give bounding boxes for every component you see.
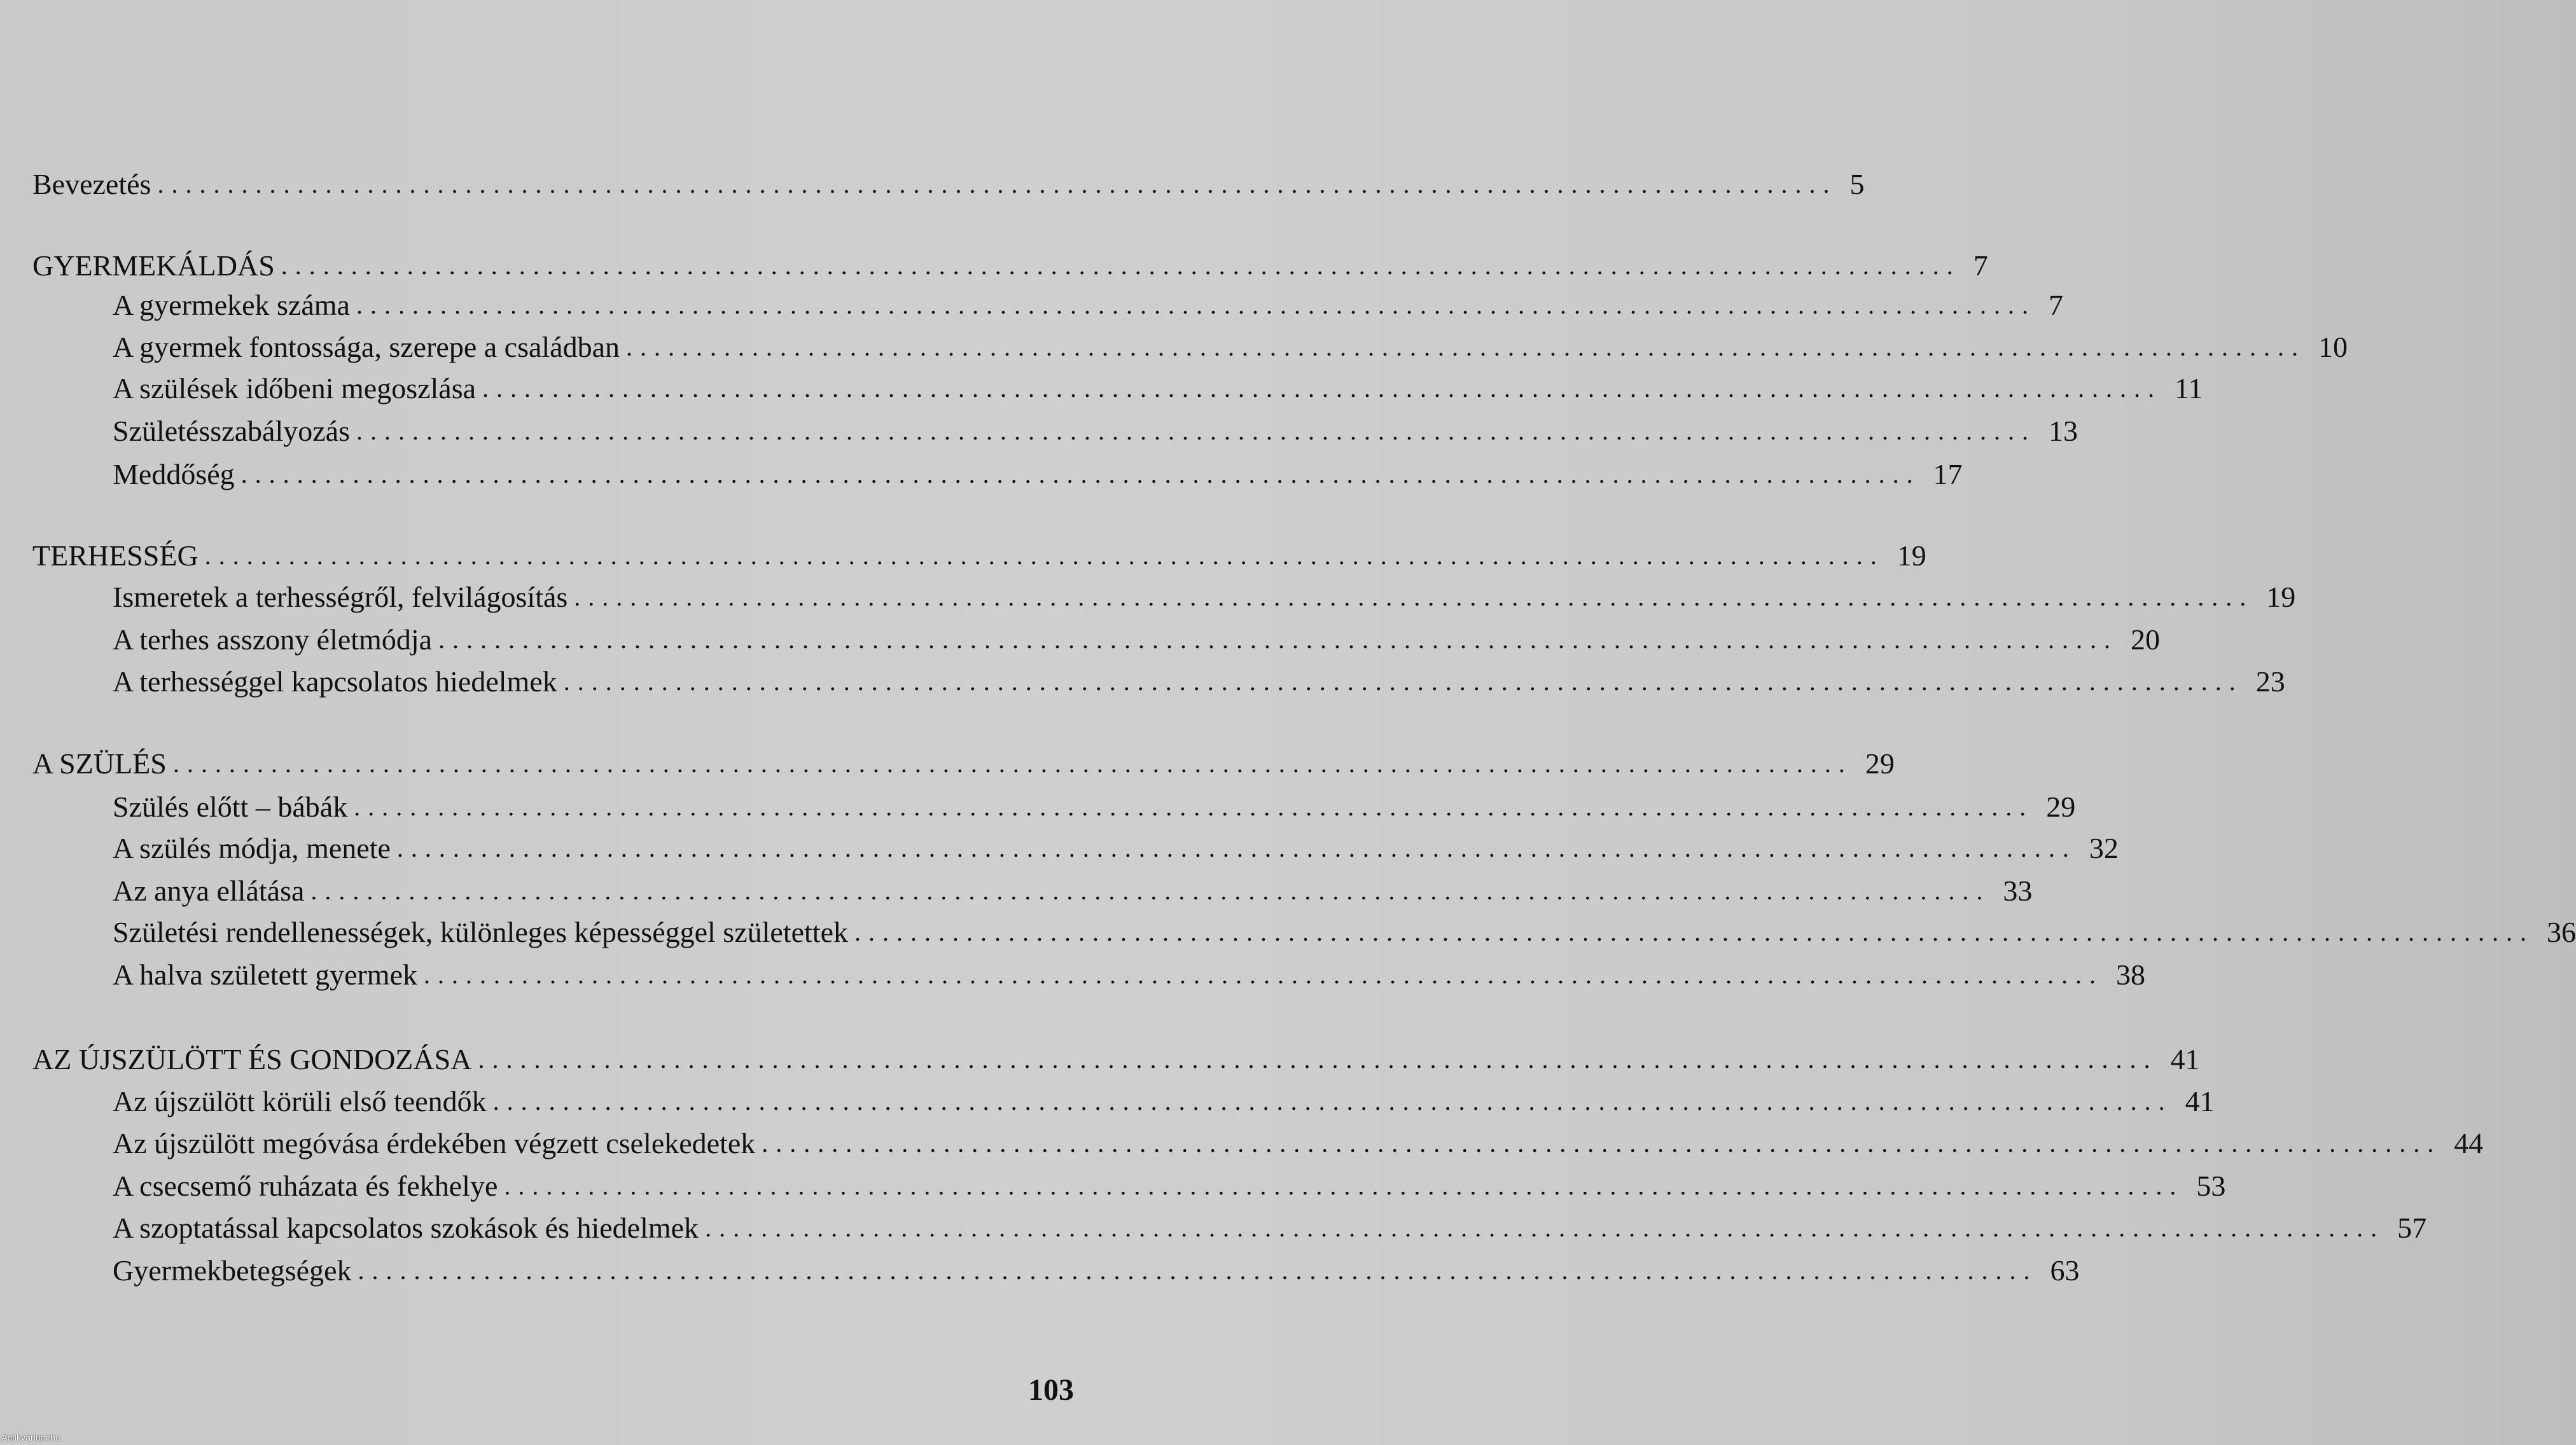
dot-leader: ........................................................................................................................ bbox=[492, 1087, 2173, 1116]
toc-page: 19 bbox=[2266, 581, 2296, 613]
toc-title: A terhes asszony életmódja bbox=[113, 623, 433, 656]
toc-page: 33 bbox=[2003, 875, 2033, 907]
dot-leader: ........................................................................................................................ bbox=[204, 541, 1884, 570]
dot-leader: ........................................................................................................................ bbox=[626, 333, 2306, 361]
watermark: Antikvárium.hu bbox=[1, 1432, 60, 1442]
toc-title: A szülések időbeni megoszlása bbox=[113, 372, 477, 404]
toc-title: Ismeretek a terhességről, felvilágosítás bbox=[113, 581, 568, 613]
toc-title: Bevezetés bbox=[32, 168, 151, 200]
dot-leader: ........................................................................................................................ bbox=[358, 1256, 2038, 1285]
toc-page: 29 bbox=[2046, 791, 2076, 823]
toc-page: 10 bbox=[2318, 331, 2348, 363]
toc-section bbox=[0, 537, 1926, 575]
toc-title: A halva született gyermek bbox=[113, 958, 418, 991]
toc-title: AZ ÚJSZÜLÖTT ÉS GONDOZÁSA bbox=[32, 1043, 472, 1075]
toc-page: 11 bbox=[2175, 372, 2203, 404]
toc-subentry bbox=[0, 1209, 2427, 1247]
toc-page: 32 bbox=[2089, 832, 2119, 864]
toc-page: 7 bbox=[2048, 289, 2063, 321]
dot-leader: ........................................................................................................................ bbox=[504, 1172, 2184, 1200]
toc-section bbox=[0, 247, 1988, 285]
toc-subentry bbox=[0, 1167, 2226, 1205]
toc-page: 41 bbox=[2170, 1043, 2200, 1075]
dot-leader: ........................................................................................................................ bbox=[438, 625, 2119, 654]
toc-title: Az újszülött körüli első teendők bbox=[113, 1085, 487, 1117]
toc-subentry bbox=[0, 872, 2033, 910]
toc-title: Az anya ellátása bbox=[113, 875, 305, 907]
toc-subentry bbox=[0, 455, 1963, 494]
toc-page: 20 bbox=[2131, 623, 2161, 656]
dot-leader: ........................................................................................................................ bbox=[396, 834, 2077, 862]
toc-page: 23 bbox=[2255, 665, 2285, 698]
dot-leader: ........................................................................................................................ bbox=[310, 876, 1991, 905]
toc-page: 53 bbox=[2196, 1170, 2226, 1202]
dot-leader: ........................................................................................................................ bbox=[354, 792, 2034, 821]
dot-leader: ........................................................................................................................ bbox=[424, 960, 2104, 989]
toc-title: A szoptatással kapcsolatos szokások és hiedelmek bbox=[113, 1212, 699, 1244]
toc-subentry bbox=[0, 412, 2078, 450]
toc-page: 63 bbox=[2050, 1254, 2080, 1287]
dot-leader: ........................................................................................................................ bbox=[854, 918, 2534, 946]
toc-page: 13 bbox=[2048, 415, 2078, 447]
dot-leader: ........................................................................................................................ bbox=[478, 1045, 2158, 1074]
toc-title: Születésszabályozás bbox=[113, 415, 350, 447]
toc-section bbox=[0, 1041, 2200, 1079]
toc-title: TERHESSÉG bbox=[32, 539, 198, 572]
toc-page: 57 bbox=[2397, 1212, 2427, 1244]
dot-leader: ........................................................................................................................ bbox=[482, 374, 2162, 403]
toc-title: A gyermek fontossága, szerepe a családban bbox=[113, 331, 620, 363]
toc-title: A szülés módja, menete bbox=[113, 832, 391, 864]
dot-leader: ........................................................................................................................ bbox=[705, 1213, 2385, 1242]
dot-leader: ........................................................................................................................ bbox=[574, 583, 2254, 611]
toc-subentry bbox=[0, 1124, 2484, 1163]
toc-subentry bbox=[0, 578, 2296, 616]
toc-subentry bbox=[0, 913, 2576, 951]
toc-subentry bbox=[0, 788, 2076, 826]
toc-page: 29 bbox=[1865, 747, 1895, 780]
toc-page: 5 bbox=[1849, 168, 1865, 200]
toc-title: A gyermekek száma bbox=[113, 289, 350, 321]
toc-section bbox=[0, 165, 1865, 204]
toc-page: 36 bbox=[2547, 916, 2576, 948]
toc-title: A SZÜLÉS bbox=[32, 747, 167, 780]
dot-leader: ........................................................................................................................ bbox=[356, 291, 2036, 319]
toc-title: Az újszülött megóvása érdekében végzett cselekedetek bbox=[113, 1127, 756, 1159]
dot-leader: ........................................................................................................................ bbox=[240, 460, 1921, 488]
dot-leader: ........................................................................................................................ bbox=[157, 170, 1837, 198]
toc-subentry bbox=[0, 956, 2146, 994]
toc-subentry bbox=[0, 621, 2161, 659]
toc-title: Meddőség bbox=[113, 458, 235, 490]
toc-subentry bbox=[0, 1252, 2080, 1290]
toc-page: 19 bbox=[1897, 539, 1926, 572]
toc-title: A terhességgel kapcsolatos hiedelmek bbox=[113, 665, 557, 698]
toc-subentry bbox=[0, 328, 2348, 366]
toc-page: 7 bbox=[1973, 249, 1988, 282]
toc-page: 38 bbox=[2116, 958, 2146, 991]
toc-subentry bbox=[0, 1082, 2215, 1121]
toc-title: Szülés előtt – bábák bbox=[113, 791, 348, 823]
page-number: 103 bbox=[1028, 1373, 1074, 1407]
toc-subentry bbox=[0, 829, 2119, 868]
toc-page: 44 bbox=[2454, 1127, 2484, 1159]
dot-leader: ........................................................................................................................ bbox=[762, 1129, 2442, 1158]
toc-page: 17 bbox=[1933, 458, 1963, 490]
toc-title: A csecsemő ruházata és fekhelye bbox=[113, 1170, 498, 1202]
toc-title: Gyermekbetegségek bbox=[113, 1254, 352, 1287]
dot-leader: ........................................................................................................................ bbox=[281, 251, 1961, 280]
dot-leader: ........................................................................................................................ bbox=[172, 749, 1853, 778]
toc-title: Születési rendellenességek, különleges képességgel születettek bbox=[113, 916, 848, 948]
dot-leader: ........................................................................................................................ bbox=[356, 417, 2036, 445]
toc-subentry bbox=[0, 663, 2285, 701]
dot-leader: ........................................................................................................................ bbox=[563, 667, 2243, 696]
toc-title: GYERMEKÁLDÁS bbox=[32, 249, 275, 282]
toc-subentry bbox=[0, 370, 2203, 408]
toc-page: 41 bbox=[2185, 1085, 2215, 1117]
toc-section bbox=[0, 745, 1895, 783]
toc-subentry bbox=[0, 286, 2063, 324]
